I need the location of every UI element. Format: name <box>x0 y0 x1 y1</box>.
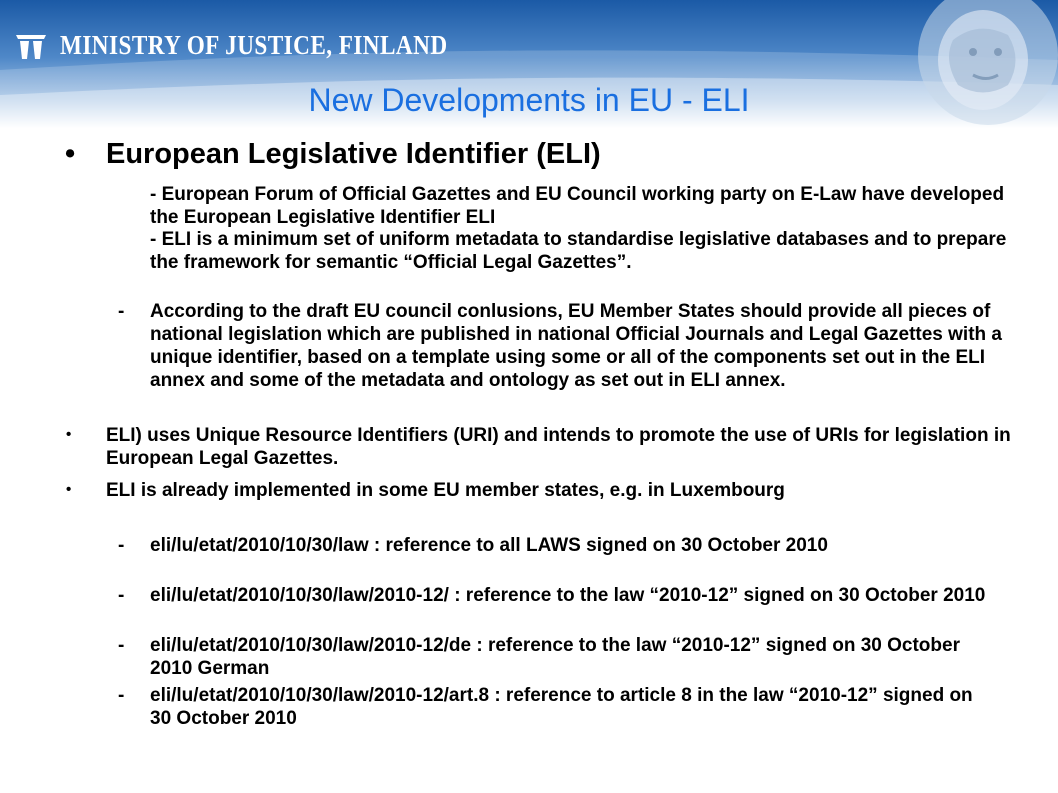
dash-marker: - <box>118 635 125 656</box>
bullet-icon: • <box>66 426 72 443</box>
slide-title: New Developments in EU - ELI <box>308 82 750 118</box>
example-item: eli/lu/etat/2010/10/30/law/2010-12/de : reference to the law “2010-12” signed on 30 October 2010 German <box>150 635 960 679</box>
dash-marker: - <box>118 301 125 322</box>
bullet-text: ELI is already implemented in some EU member states, e.g. in Luxembourg <box>106 480 785 501</box>
dash-item-text: According to the draft EU council conlusions, EU Member States should provide all pieces of national legislation which are published in national Official Journals and Legal Gazettes with a unique identifier, based on a template using some or all of the components set out in the ELI annex and some of the metadata and ontology as set out in ELI annex. <box>150 301 1002 391</box>
dash-marker: - <box>118 535 125 556</box>
bullet-text: ELI) uses Unique Resource Identifiers (URI) and intends to promote the use of URIs for legislation in European Legal Gazettes. <box>106 425 1011 469</box>
dash-marker: - <box>118 685 125 706</box>
dash-marker: - <box>118 585 125 606</box>
bullet-icon: • <box>66 481 72 498</box>
sub-paragraph: - European Forum of Official Gazettes and EU Council working party on E-Law have developed the European Legislative Identifier ELI <box>150 184 1005 228</box>
example-item: eli/lu/etat/2010/10/30/law/2010-12/ : reference to the law “2010-12” signed on 30 October 2010 <box>150 585 986 606</box>
example-item: eli/lu/etat/2010/10/30/law/2010-12/art.8 : reference to article 8 in the law “2010-12” signed on 30 October 2010 <box>150 685 973 729</box>
bullet-icon: • <box>65 138 76 170</box>
organization-name: MINISTRY OF JUSTICE, FINLAND <box>60 30 448 60</box>
sub-paragraph: - ELI is a minimum set of uniform metadata to standardise legislative databases and to prepare the framework for semantic “Official Legal Gazettes”. <box>150 229 1007 273</box>
example-item: eli/lu/etat/2010/10/30/law : reference to all LAWS signed on 30 October 2010 <box>150 535 828 556</box>
main-bullet-heading: European Legislative Identifier (ELI) <box>106 138 601 170</box>
